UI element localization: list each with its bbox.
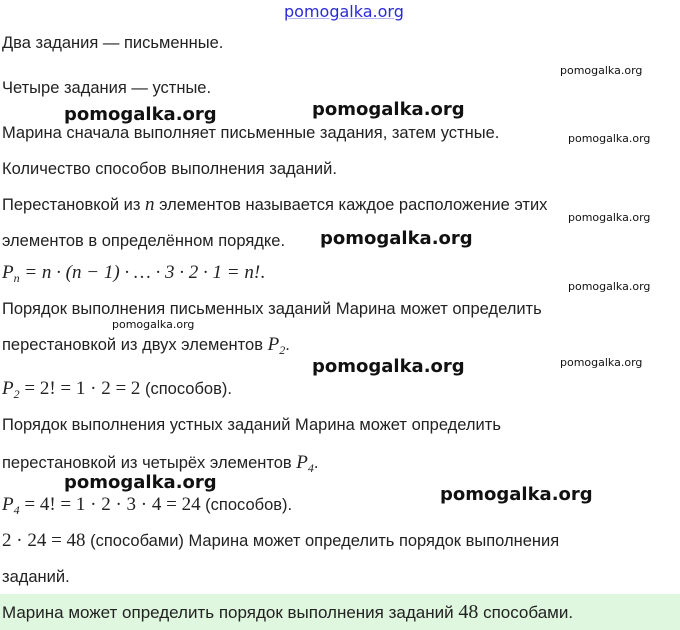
- text-line-count: Количество способов выполнения заданий.: [2, 160, 337, 178]
- watermark: pomogalka.org: [568, 132, 651, 145]
- p2-formula-sub: 2: [13, 387, 20, 401]
- def-text-a: Перестановкой из: [2, 196, 145, 214]
- text-line-order: Марина сначала выполняет письменные задания, затем устные.: [2, 124, 500, 142]
- p2-formula: [2, 378, 140, 399]
- answer-text-b: способами.: [478, 603, 574, 622]
- answer-text-a: Марина может определить порядок выполнения заданий: [2, 603, 459, 622]
- p2-sub: 2: [279, 343, 286, 357]
- text-line-written-perm: перестановкой из двух элементов $P_2$.: [2, 334, 290, 357]
- watermark-link[interactable]: pomogalka.org: [284, 2, 404, 21]
- answer-number: 48: [458, 601, 479, 623]
- text-line-permutation-def-cont: элементов в определённом порядке.: [2, 232, 286, 250]
- p4-formula-sub: 4: [13, 503, 20, 517]
- text-line-oral-order: Порядок выполнения устных заданий Марина может определить: [2, 416, 501, 434]
- text-line-tasks: заданий.: [2, 568, 70, 586]
- watermark: pomogalka.org: [440, 484, 593, 505]
- p4-formula-sym: P: [2, 494, 14, 515]
- p4-formula-rest: = 4! = 1 · 2 · 3 · 4 = 24: [19, 494, 201, 515]
- p4-sub: 4: [307, 461, 314, 475]
- p2-formula-sym: P: [2, 378, 14, 399]
- watermark: pomogalka.org: [312, 356, 465, 377]
- watermark: pomogalka.org: [560, 64, 643, 77]
- def-text-b: элементов называется каждое расположение этих: [154, 196, 548, 214]
- p4-symbol: [296, 452, 314, 473]
- formula-pn: $P_n = n \cdot (n - 1)$ · … · 3 · 2 · 1 = n!.: [2, 262, 265, 285]
- formula-pn-sym: P: [2, 262, 14, 283]
- watermark: pomogalka.org: [560, 356, 643, 369]
- text-line-oral-tasks: Четыре задания — устные.: [2, 79, 212, 97]
- watermark: pomogalka.org: [568, 280, 651, 293]
- oral-perm-text: перестановкой из четырёх элементов: [2, 454, 297, 472]
- formula-p2: [2, 378, 680, 405]
- formula-pn-rest: = n · (n − 1) · … · 3 · 2 · 1 = n!: [19, 262, 261, 283]
- p2-formula-unit: (способов).: [140, 380, 232, 398]
- p2-formula-rest: = 2! = 1 · 2 = 2: [19, 378, 141, 399]
- written-perm-text: перестановкой из двух элементов: [2, 336, 268, 354]
- watermark: pomogalka.org: [112, 318, 195, 331]
- formula-pn-sub: n: [13, 271, 20, 285]
- watermark: pomogalka.org: [64, 472, 217, 493]
- text-line-oral-perm: перестановкой из четырёх элементов $P_4$.: [2, 452, 319, 475]
- p4-sym: P: [296, 452, 308, 473]
- p2-symbol: [268, 334, 286, 355]
- watermark: pomogalka.org: [320, 228, 473, 249]
- p2-sym: P: [267, 334, 280, 355]
- text-line-product: [2, 530, 680, 552]
- answer-line: [2, 601, 680, 624]
- p4-formula: [2, 494, 201, 515]
- p4-formula-unit: (способов).: [200, 496, 293, 514]
- watermark: pomogalka.org: [64, 104, 217, 125]
- watermark: pomogalka.org: [568, 211, 651, 224]
- watermark: pomogalka.org: [312, 99, 465, 120]
- text-line-written-order: Порядок выполнения письменных заданий Марина может определить: [2, 300, 542, 318]
- text-line-written-tasks: Два задания — письменные.: [2, 34, 224, 52]
- var-n: n: [145, 194, 155, 215]
- product-formula: 2 · 24 = 48: [2, 530, 86, 551]
- product-text: (способами) Марина может определить порядок выполнения: [85, 532, 560, 550]
